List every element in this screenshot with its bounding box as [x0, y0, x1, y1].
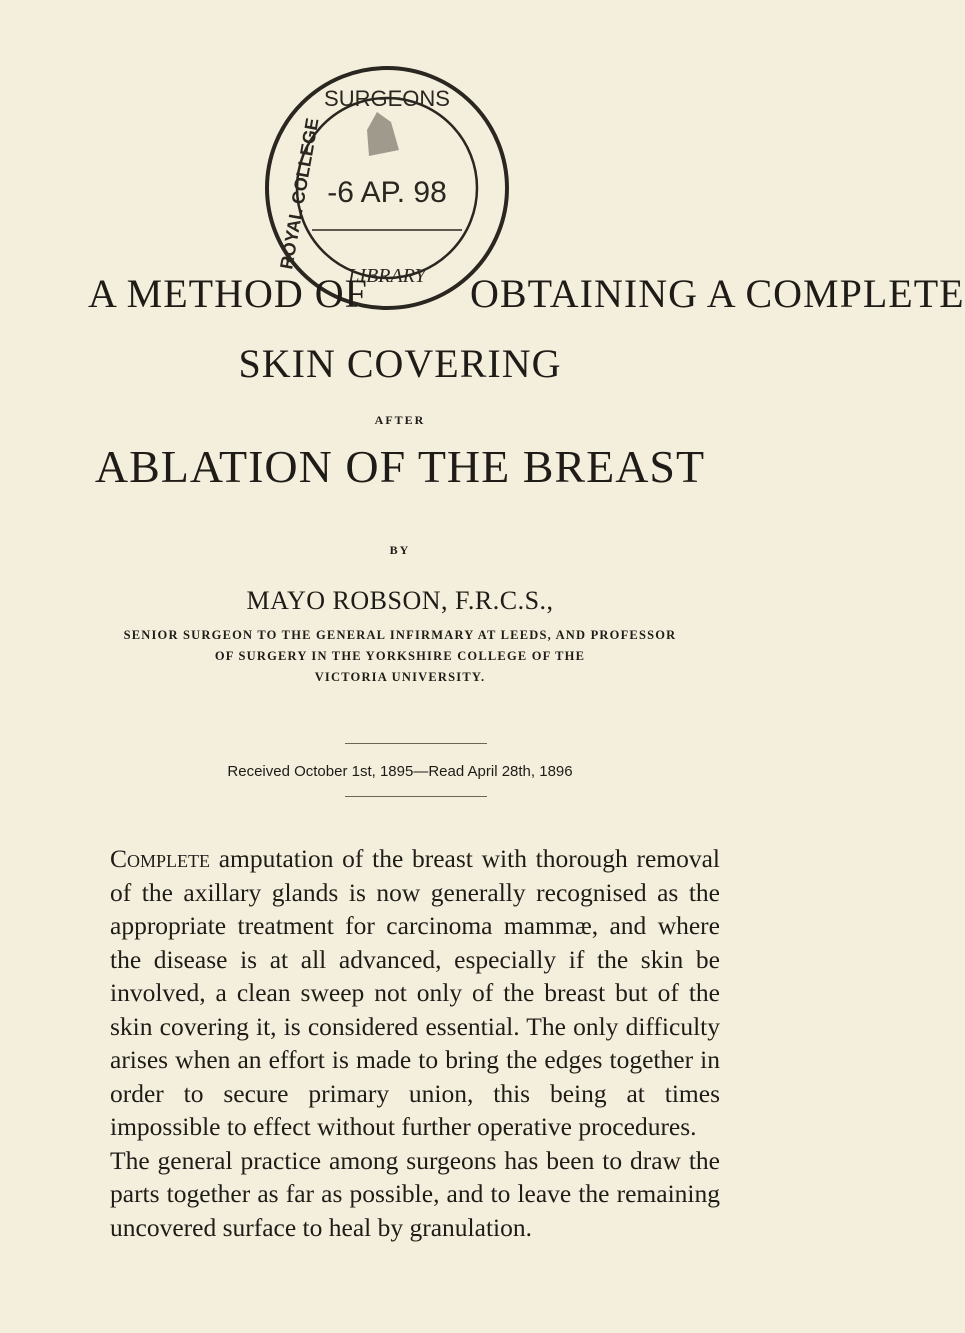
stamp-bottom-text: LIBRARY	[348, 265, 426, 287]
paragraph-1	[110, 842, 720, 1144]
paragraph-1-text: amputation of the breast with thorough removal of the axillary glands is now generally recognised as the appropriate treatment for carcinoma mammæ, and where the disease is at all advanced, especially if the skin be involved, a clean sweep not only of the breast but of the skin covering it, is considered essential. The only difficulty arises when an effort is made to bring the edges together in order to secure primary union, this being at times impossible to effect without further operative procedures.	[110, 844, 720, 1141]
stamp-side-text: ROYAL COLLEGE	[276, 116, 323, 271]
affiliation-line-2: OF SURGERY IN THE YORKSHIRE COLLEGE OF THE	[214, 649, 586, 663]
received-line: Received October 1st, 1895—Read April 28th, 1896	[227, 763, 573, 780]
rule-top	[345, 743, 487, 744]
title-line-1-left: A METHOD OF	[88, 271, 368, 316]
author-name: MAYO ROBSON, F.R.C.S.,	[246, 586, 554, 615]
stamp-date: -6 AP. 98	[327, 176, 447, 209]
stamp-crest	[367, 112, 399, 156]
after-label: AFTER	[374, 413, 426, 427]
affiliation-line-3: VICTORIA UNIVERSITY.	[314, 670, 486, 684]
author-affiliation	[60, 625, 740, 688]
paragraph-1-lead: Complete	[110, 844, 211, 873]
affiliation-line-1: SENIOR SURGEON TO THE GENERAL INFIRMARY AT LEEDS, AND PROFESSOR	[123, 628, 677, 642]
body-text	[110, 842, 720, 1244]
by-label: BY	[389, 543, 411, 557]
title-line-3: ABLATION OF THE BREAST	[94, 441, 706, 492]
title-line-2: SKIN COVERING	[238, 341, 562, 386]
rule-bottom	[345, 796, 487, 797]
title-line-1-right: OBTAINING A COMPLETE	[470, 271, 965, 316]
stamp-top-text: SURGEONS	[324, 86, 450, 111]
paragraph-2: The general practice among surgeons has been to draw the parts together as far as possible, and to leave the remaining uncovered surface to heal by granulation.	[110, 1145, 720, 1242]
